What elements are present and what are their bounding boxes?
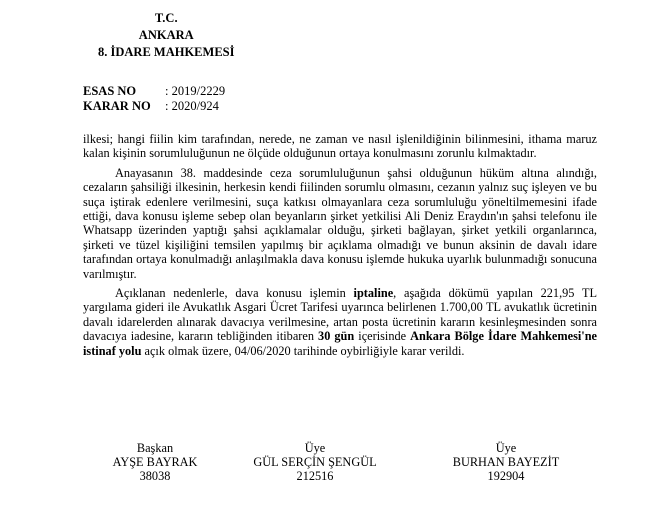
karar-value: : 2020/924 xyxy=(165,99,219,113)
paragraph-3 xyxy=(83,286,597,358)
signature-title: Başkan xyxy=(136,441,174,455)
karar-label: KARAR NO xyxy=(83,99,151,113)
p3-text-a: Açıklanan nedenlerle, dava konusu işlemin xyxy=(115,286,354,301)
p3-text-e: içerisinde xyxy=(354,329,411,344)
signature-number: 38038 xyxy=(139,469,171,484)
signature-name: BURHAN BAYEZİT xyxy=(452,455,560,470)
signature-number: 192904 xyxy=(487,469,525,484)
p3-text-g: açık olmak üzere, 04/06/2020 tarihinde oybirliğiyle karar verildi. xyxy=(141,343,465,358)
court-name: 8. İDARE MAHKEMESİ xyxy=(98,45,235,59)
p3-text-c: , aşağıda dökümü yapılan 221,95 TL yargılama gideri ile Avukatlık Asgari Ücret Tarifesi uyarınca belirlenen 1.700,00 TL avukatlık ücretinin davalı idarelerden alınarak davacıya verilmesine, artan posta ücretinin kararın kesinleşmesinden sonra davacıya iadesine, kararın tebliğinden itibaren xyxy=(83,286,597,344)
karar-row xyxy=(83,99,225,114)
case-numbers xyxy=(83,84,225,114)
paragraph-1: ilkesi; hangi fiilin kim tarafından, nerede, ne zaman ve nasıl işlenildiğinin bilinmesini, ithama maruz kalan kişinin sorumluluğunun ne ölçüde olduğunun ortaya konulmasını zorunlu kılmaktadır. xyxy=(83,132,597,161)
court-header xyxy=(98,10,234,61)
paragraph-2: Anayasanın 38. maddesinde ceza sorumluluğunun şahsi olduğunun hüküm altına alındığı, cezaların şahsiliği ilkesinin, herkesin kendi fiilinden sorumlu olmasını, cezanın yalnız suç işleyen ve bu suça iştirak edenlere verilmesini, suça katkısı olmayanlara ceza sorumluluğu yöneltilmemesini ifade ettiği, dava konusu işleme sebep olan beyanların şirket yetkilisi Ali Deniz Eraydın'ın şahsi telefonu ile Whatsapp üzerinden yaptığı şahsi açıklamalar olduğu, şirketi bağlayan, şirket yetkili organlarınca, şirketi ve tüzel kişiliğini temsilen yapılmış bir açıklama olmadığı ve bunun aksinin de davalı idare tarafından ortaya konulmadığı anlaşılmakla dava konusu işlemde hukuka uyarlık bulunmadığı sonucuna varılmıştır. xyxy=(83,165,597,281)
signature-title: Üye xyxy=(495,441,517,455)
decision-body xyxy=(83,132,597,358)
city-label: ANKARA xyxy=(138,28,194,42)
signature-title: Üye xyxy=(304,441,326,455)
signature-name: AYŞE BAYRAK xyxy=(112,455,198,470)
p3-bold-30-gun: 30 gün xyxy=(318,329,355,344)
signature-uye-1 xyxy=(245,441,385,484)
republic-label: T.C. xyxy=(154,11,178,25)
signature-number: 212516 xyxy=(296,469,334,484)
esas-label: ESAS NO xyxy=(83,84,137,98)
signature-baskan xyxy=(85,441,225,484)
esas-value: : 2019/2229 xyxy=(165,84,226,98)
esas-row xyxy=(83,84,225,99)
signature-uye-2 xyxy=(436,441,576,484)
signature-name: GÜL SERÇİN ŞENGÜL xyxy=(253,455,377,470)
p3-bold-istinaf: Ankara Bölge İdare Mahkemesi'ne istinaf yolu xyxy=(83,329,597,358)
p3-bold-iptal: iptaline xyxy=(353,286,394,301)
